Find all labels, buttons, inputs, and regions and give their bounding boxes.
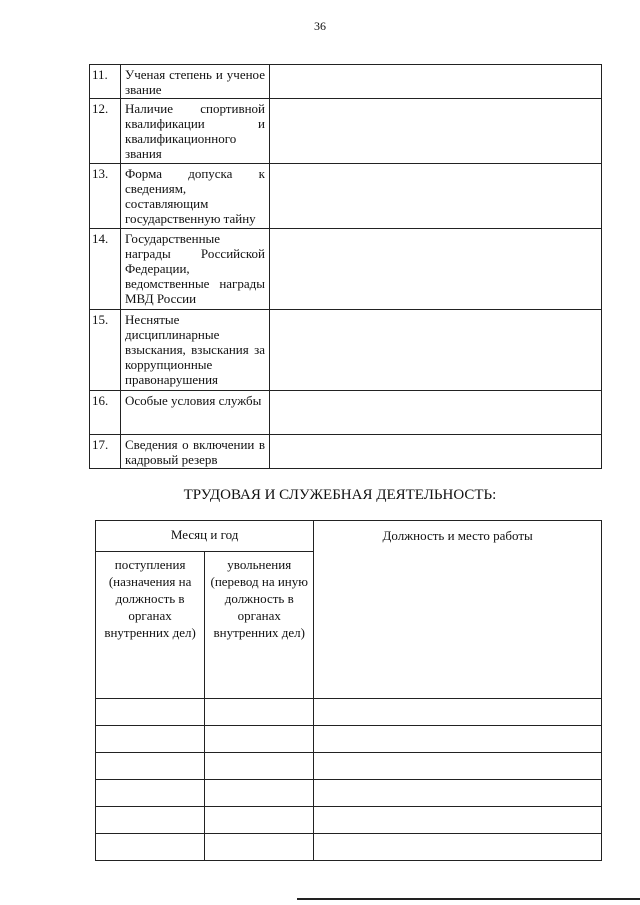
position-cell[interactable] bbox=[314, 726, 602, 753]
work-header-row bbox=[96, 521, 602, 552]
row-number: 11. bbox=[90, 65, 121, 99]
row-label: Форма допуска к сведениям, составляющим государственную тайну bbox=[121, 164, 270, 229]
row-value[interactable] bbox=[270, 164, 602, 229]
row-label: Неснятые дисциплинарные взыскания, взыскания за коррупционные правонарушения bbox=[121, 310, 270, 391]
row-label: Ученая степень и ученое звание bbox=[121, 65, 270, 99]
row-value[interactable] bbox=[270, 310, 602, 391]
end-date-header: увольнения (перевод на иную должность в органах внутренних дел) bbox=[205, 552, 314, 699]
info-row-17 bbox=[90, 435, 602, 469]
start-date-cell[interactable] bbox=[96, 807, 205, 834]
start-date-cell[interactable] bbox=[96, 780, 205, 807]
info-row-11 bbox=[90, 65, 602, 99]
work-history-table bbox=[95, 520, 602, 861]
row-number: 12. bbox=[90, 99, 121, 164]
position-cell[interactable] bbox=[314, 834, 602, 861]
work-row bbox=[96, 699, 602, 726]
info-row-16 bbox=[90, 391, 602, 435]
end-date-cell[interactable] bbox=[205, 834, 314, 861]
start-date-cell[interactable] bbox=[96, 726, 205, 753]
end-date-cell[interactable] bbox=[205, 753, 314, 780]
work-row bbox=[96, 780, 602, 807]
end-date-cell[interactable] bbox=[205, 699, 314, 726]
personal-info-table bbox=[89, 64, 602, 469]
row-number: 13. bbox=[90, 164, 121, 229]
start-date-header: поступления (назначения на должность в органах внутренних дел) bbox=[96, 552, 205, 699]
start-date-cell[interactable] bbox=[96, 834, 205, 861]
row-value[interactable] bbox=[270, 65, 602, 99]
row-label: Особые условия службы bbox=[121, 391, 270, 435]
info-row-14 bbox=[90, 229, 602, 310]
position-cell[interactable] bbox=[314, 753, 602, 780]
end-date-cell[interactable] bbox=[205, 780, 314, 807]
position-cell[interactable] bbox=[314, 699, 602, 726]
start-date-cell[interactable] bbox=[96, 753, 205, 780]
info-row-15 bbox=[90, 310, 602, 391]
page-number: 36 bbox=[314, 19, 326, 33]
position-cell[interactable] bbox=[314, 807, 602, 834]
position-header: Должность и место работы bbox=[314, 521, 602, 699]
row-number: 14. bbox=[90, 229, 121, 310]
row-label: Наличие спортивной квалификации и квалификационного звания bbox=[121, 99, 270, 164]
work-row bbox=[96, 834, 602, 861]
row-number: 17. bbox=[90, 435, 121, 469]
month-year-header: Месяц и год bbox=[96, 521, 314, 552]
section-title: ТРУДОВАЯ И СЛУЖЕБНАЯ ДЕЯТЕЛЬНОСТЬ: bbox=[183, 487, 497, 503]
start-date-cell[interactable] bbox=[96, 699, 205, 726]
info-row-13 bbox=[90, 164, 602, 229]
scan-edge-line bbox=[297, 898, 640, 900]
position-cell[interactable] bbox=[314, 780, 602, 807]
row-label: Государственные награды Российской Федерации, ведомственные награды МВД России bbox=[121, 229, 270, 310]
info-row-12 bbox=[90, 99, 602, 164]
end-date-cell[interactable] bbox=[205, 726, 314, 753]
work-row bbox=[96, 726, 602, 753]
row-value[interactable] bbox=[270, 99, 602, 164]
row-label: Сведения о включении в кадровый резерв bbox=[121, 435, 270, 469]
work-row bbox=[96, 807, 602, 834]
row-value[interactable] bbox=[270, 435, 602, 469]
work-row bbox=[96, 753, 602, 780]
row-value[interactable] bbox=[270, 229, 602, 310]
row-number: 15. bbox=[90, 310, 121, 391]
row-number: 16. bbox=[90, 391, 121, 435]
row-value[interactable] bbox=[270, 391, 602, 435]
end-date-cell[interactable] bbox=[205, 807, 314, 834]
